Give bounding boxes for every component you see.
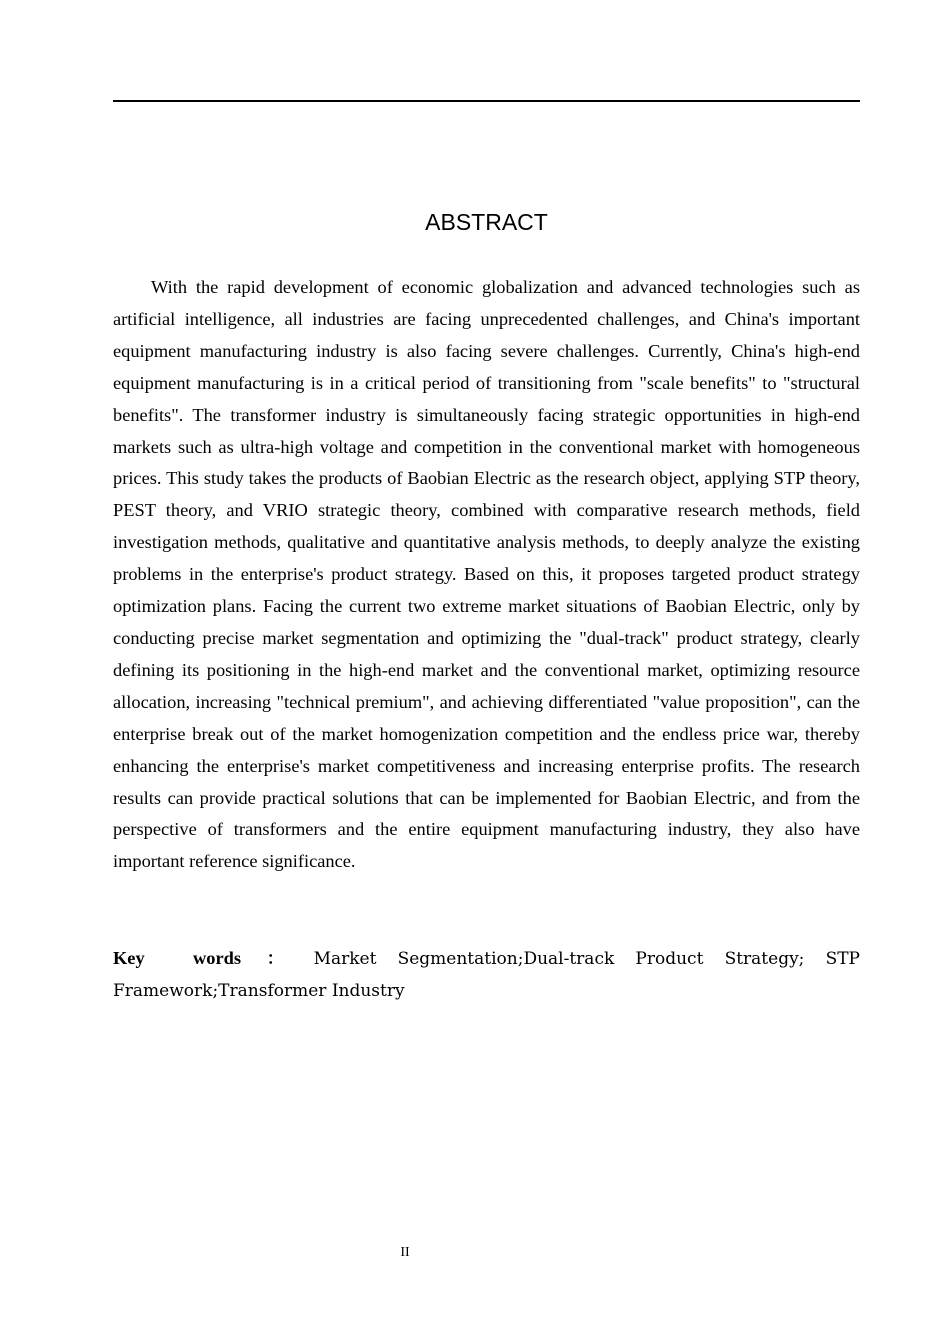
abstract-body: With the rapid development of economic globalization and advanced technologies such as artificial intelligence, all industries are facing unprecedented challenges, and China's important equipment manufacturing industry is also facing severe challenges. Currently, China's high-end equipment manufacturing is in a critical period of transitioning from "scale benefits" to "structural benefits". The transformer industry is simultaneously facing strategic opportunities in high-end markets such as ultra-high voltage and competition in the conventional market with homogeneous prices. This study takes the products of Baobian Electric as the research object, applying STP theory, PEST theory, and VRIO strategic theory, combined with comparative research methods, field investigation methods, qualitative and quantitative analysis methods, to deeply analyze the existing problems in the enterprise's product strategy. Based on this, it proposes targeted product strategy optimization plans. Facing the current two extreme market situations of Baobian Electric, only by conducting precise market segmentation and optimizing the "dual-track" product strategy, clearly defining its positioning in the high-end market and the conventional market, optimizing resource allocation, increasing "technical premium", and achieving differentiated "value proposition", can the enterprise break out of the market homogenization competition and the endless price war, thereby enhancing the enterprise's market competitiveness and increasing enterprise profits. The research results can provide practical solutions that can be implemented for Baobian Electric, and from the perspective of transformers and the entire equipment manufacturing industry, they also have important reference significance. bbox=[113, 277, 860, 872]
keywords-line bbox=[113, 942, 860, 1007]
keywords-text: Market Segmentation;Dual-track Product Strategy; STP Framework;Transformer Industry bbox=[113, 949, 860, 1001]
keywords-separator: ： bbox=[251, 949, 300, 969]
header-rule bbox=[113, 100, 860, 102]
abstract-title: ABSTRACT bbox=[425, 209, 548, 235]
page-number: II bbox=[400, 1245, 410, 1260]
keywords-label: Key words bbox=[113, 948, 242, 968]
